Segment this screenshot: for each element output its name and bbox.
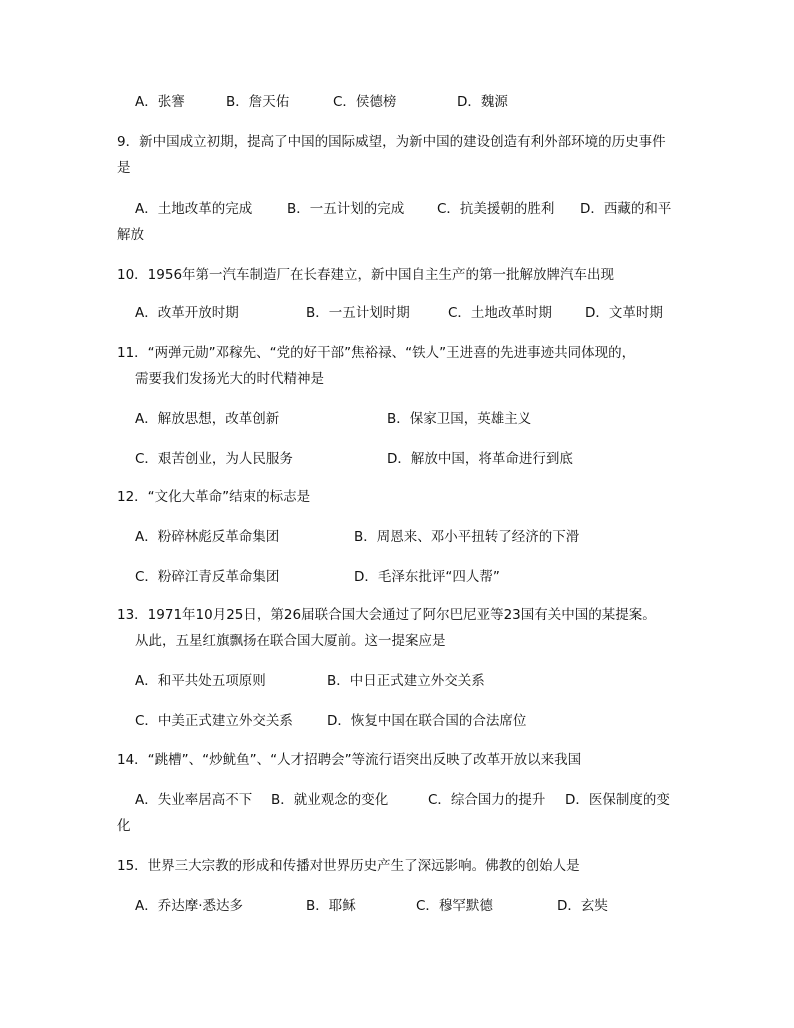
- q11-stem: 11．“两弹元勋”邓稼先、“党的好干部”焦裕禄、“铁人”王进喜的先进事迹共同体现的，: [117, 345, 636, 361]
- q10-option-a: A．改革开放时期: [135, 305, 239, 321]
- q11-option-d: D．解放中国，将革命进行到底: [387, 451, 573, 467]
- q10-stem: 10．1956年第一汽车制造厂在长春建立，新中国自主生产的第一批解放牌汽车出现: [117, 267, 615, 283]
- q9-option-b: B．一五计划的完成: [287, 201, 405, 217]
- q12-stem: 12．“文化大革命”结束的标志是: [117, 489, 311, 505]
- q15-option-a: A．乔达摩·悉达多: [135, 898, 244, 914]
- q8-option-c: C．侯德榜: [333, 94, 397, 110]
- q13-option-d: D．恢复中国在联合国的合法席位: [327, 713, 527, 729]
- q8-option-a: A．张謇: [135, 94, 185, 110]
- q13-option-a: A．和平共处五项原则: [135, 673, 266, 689]
- q8-option-b: B．詹天佑: [226, 94, 290, 110]
- q12-option-c: C．粉碎江青反革命集团: [135, 569, 280, 585]
- q13-stem-cont: 从此，五星红旗飘扬在联合国大厦前。这一提案应是: [135, 633, 446, 649]
- q13-option-c: C．中美正式建立外交关系: [135, 713, 293, 729]
- q9-option-c: C．抗美援朝的胜利: [437, 201, 555, 217]
- q9-option-d: D．西藏的和平: [580, 201, 672, 217]
- q15-option-c: C．穆罕默德: [416, 898, 493, 914]
- q10-option-b: B．一五计划时期: [306, 305, 410, 321]
- q14-stem: 14．“跳槽”、“炒鱿鱼”、“人才招聘会”等流行语突出反映了改革开放以来我国: [117, 752, 582, 768]
- q12-option-b: B．周恩来、邓小平扭转了经济的下滑: [354, 529, 580, 545]
- q15-option-d: D．玄奘: [557, 898, 608, 914]
- q13-stem: 13．1971年10月25日，第26届联合国大会通过了阿尔巴尼亚等23国有关中国的某提案。: [117, 607, 656, 623]
- q14-option-b: B．就业观念的变化: [271, 792, 389, 808]
- q9-option-a: A．土地改革的完成: [135, 201, 253, 217]
- q12-option-d: D．毛泽东批评“四人帮”: [354, 569, 500, 585]
- q15-option-b: B．耶稣: [306, 898, 356, 914]
- q11-option-b: B．保家卫国，英雄主义: [387, 411, 532, 427]
- q14-option-a: A．失业率居高不下: [135, 792, 253, 808]
- q14-option-d-wrap: 化: [117, 818, 131, 834]
- q9-stem: 9．新中国成立初期，提高了中国的国际威望，为新中国的建设创造有利外部环境的历史事件: [117, 134, 666, 150]
- q14-option-d: D．医保制度的变: [565, 792, 670, 808]
- q9-option-d-wrap: 解放: [117, 227, 144, 243]
- q8-option-d: D．魏源: [457, 94, 508, 110]
- q11-option-c: C．艰苦创业，为人民服务: [135, 451, 293, 467]
- q14-option-c: C．综合国力的提升: [428, 792, 546, 808]
- q9-stem-cont: 是: [117, 160, 131, 176]
- q15-stem: 15．世界三大宗教的形成和传播对世界历史产生了深远影响。佛教的创始人是: [117, 858, 580, 874]
- q12-option-a: A．粉碎林彪反革命集团: [135, 529, 280, 545]
- q10-option-c: C．土地改革时期: [448, 305, 552, 321]
- q11-stem-cont: 需要我们发扬光大的时代精神是: [135, 371, 324, 387]
- q11-option-a: A．解放思想，改革创新: [135, 411, 280, 427]
- q10-option-d: D．文革时期: [585, 305, 663, 321]
- q13-option-b: B．中日正式建立外交关系: [327, 673, 485, 689]
